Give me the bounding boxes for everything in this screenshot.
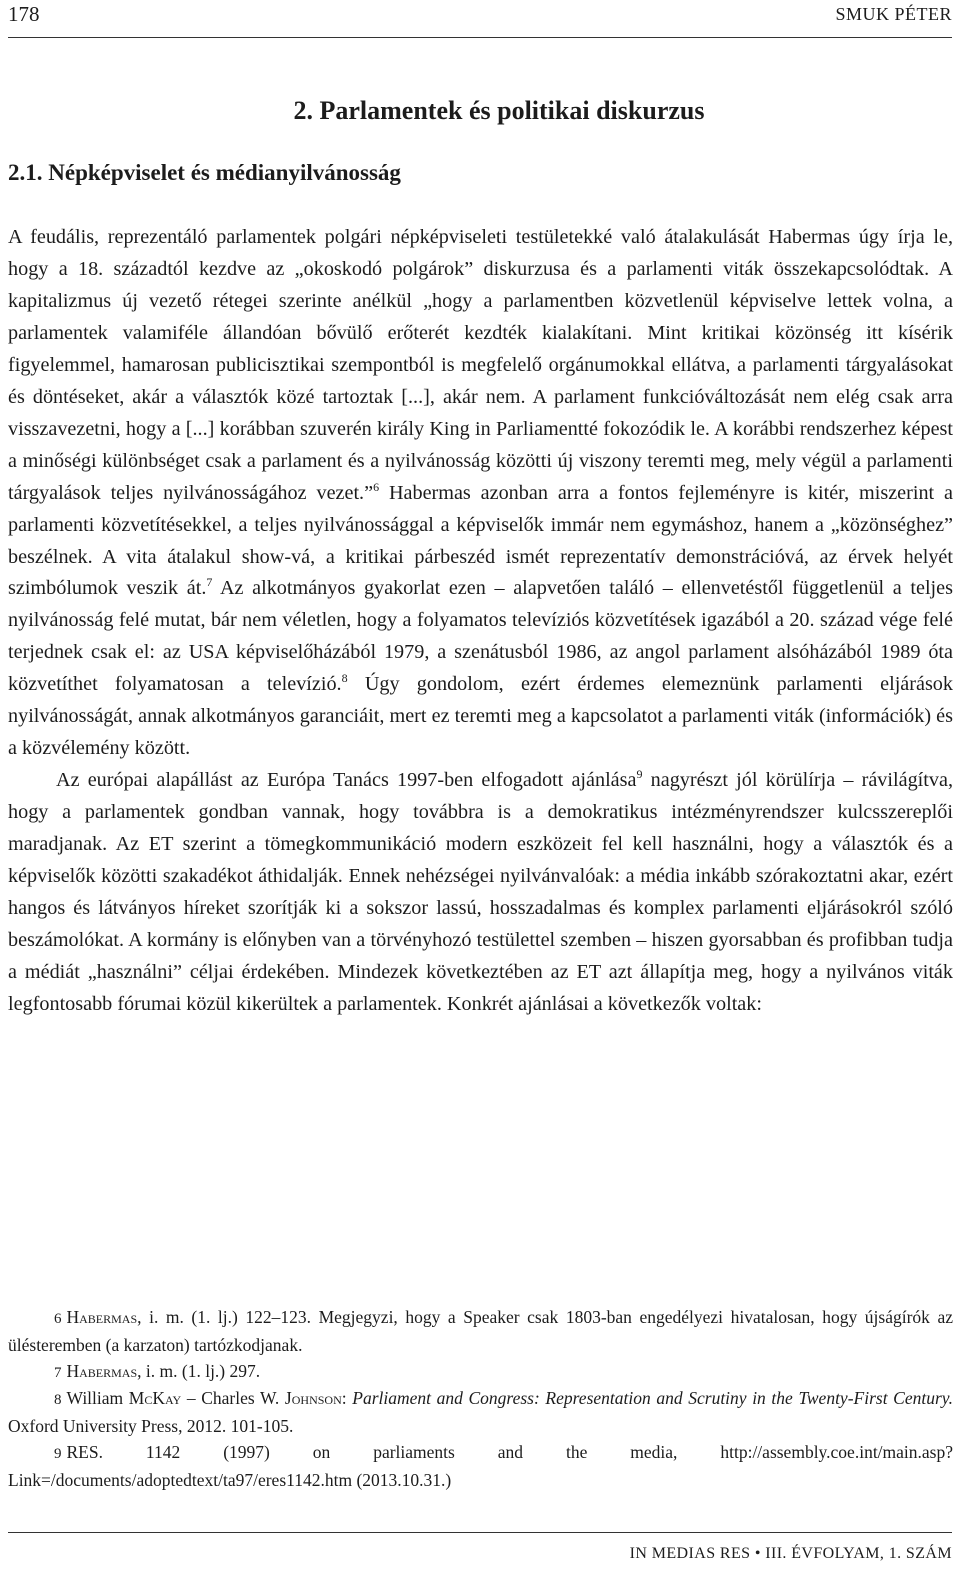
footnote-text: RES. 1142 (1997) on parliaments and the media, http://assembly.coe.int/main.asp?Link=/documents/adoptedtext/ta97/eres1142.htm (2013.10.31.)	[8, 1441, 953, 1490]
chapter-title: 2. Parlamentek és politikai diskurzus	[293, 96, 705, 125]
page-number: 178	[8, 2, 40, 26]
footnote-text: – Charles W.	[181, 1388, 285, 1409]
footnote-number: 7	[54, 1364, 62, 1381]
footnote-number: 6	[54, 1311, 62, 1327]
paragraph	[8, 765, 953, 1021]
book-title: Parliament and Congress: Representation and Scrutiny in the Twenty-First Century.	[352, 1388, 953, 1409]
footnote	[8, 1386, 953, 1440]
paragraph-text: Az alkotmányos gyakorlat ezen – alapvetően találó – ellenvetéstől függetlenül a teljes nyilvánosság felé mutat, bár nem véletlen, hogy a folyamatos televíziós közvetítések igazából a 20. század vége felé terjednek csak el: az USA képviselőházából 1979, a szenátusból 1986, az angol parlament alsóházából 1989 óta közvetíthet folyamatosan a televízió.	[8, 577, 953, 696]
footnote-ref: 9	[636, 767, 643, 782]
footnote-number: 8	[54, 1392, 62, 1409]
header-rule	[8, 37, 952, 38]
footnote-number: 9	[54, 1445, 62, 1462]
footnote-text: , i. m. (1. lj.) 297.	[137, 1360, 261, 1381]
journal-info: IN MEDIAS RES • III. ÉVFOLYAM, 1. SZÁM	[629, 1545, 952, 1562]
paragraph-text: A feudális, reprezentáló parlamentek polgári népképviseleti testületekké való átalakulását Habermas úgy írja le, hogy a 18. századtól kezdve az „okoskodó polgárok” diskurzusa és a parlamenti viták összekapcsolódtak. A kapitalizmus új vezető rétegei szerinte anélkül „hogy a parlamentben közvetlenül képviselve lettek volna, a parlamentek valamiféle állandóan bővülő erőterét kezdték kialakítani. Mint kritikai közönség itt kísérik figyelemmel, hamarosan publicisztikai szempontból is megfelelő orgánumokkal ellátva, a parlamenti tárgyalásokat és döntéseket, akár a választók közé tartoztak [...], akár nem. A parlament funkcióváltozását nem elég csak arra visszavezetni, hogy a [...] korábban szuverén király King in Parliamentté fokozódik le. A korábbi rendszerhez képest a minőségi különbséget csak a parlament és a nyilvánosság közötti új viszony teremti meg, mely végül a parlamenti tárgyalások teljes nyilvánosságához vezet.”	[8, 226, 953, 504]
section-title: 2.1. Népképviselet és médianyilvánosság	[8, 160, 401, 185]
author-name: McKay	[128, 1388, 182, 1409]
footnote-text: :	[341, 1388, 353, 1409]
footnote-ref: 7	[206, 575, 213, 590]
footnote	[8, 1359, 953, 1387]
running-head: SMUK PÉTER	[835, 4, 952, 24]
paragraph-text: Habermas azonban arra a fontos fejleményre is kitér, miszerint a parlamenti közvetítésekkel, a teljes nyilvánossággal a képviselők immár nem egymáshoz, hanem a „közönséghez” beszélnek. A vita átalakul show-vá, a kritikai párbeszéd ismét reprezentatív demonstrációvá, az érvek helyét szimbólumok veszik át.	[8, 481, 953, 600]
footer-rule	[8, 1532, 952, 1533]
body-text	[8, 222, 953, 1021]
paragraph-text: Az európai alapállást az Európa Tanács 1997-ben elfogadott ajánlása	[56, 769, 637, 792]
author-name: Habermas	[66, 1307, 138, 1327]
author-name: Habermas	[66, 1360, 138, 1381]
footnote-ref: 8	[341, 671, 348, 686]
paragraph-text: nagyrészt jól körülírja – rávilágítva, hogy a parlamentek gondban vannak, hogy továbbra is a demokratikus intézményrendszer kulcsszereplői maradjanak. Az ET szerint a tömegkommunikáció modern eszközeit fel kell használni, hogy a választók és a képviselők közötti szakadékot áthidalják. Ennek nehézségei nyilvánvalóak: a média inkább szórakoztatni akar, ezért hangos és látványos híreket szorítják ki a sokszor lassú, hosszadalmas és komplex parlamenti eljárásokról szóló beszámolókat. A kormány is előnyben van a törvényhozó testülettel szemben – hiszen gyorsabban és profibban tudja a médiát „használni” céljai érdekében. Mindezek következtében az ET azt állapítja meg, hogy a nyilvános viták legfontosabb fórumai közül kikerültek a parlamentek. Konkrét ajánlásai a következők voltak:	[8, 769, 953, 1015]
author-name: Johnson	[284, 1388, 342, 1409]
footnote-text: William	[66, 1388, 129, 1409]
footnotes	[8, 1305, 953, 1494]
paragraph	[8, 222, 953, 765]
paragraph-text: Úgy gondolom, ezért érdemes elemeznünk parlamenti eljárások nyilvánosságát, annak alkotmányos garanciáit, mert ez teremti meg a kapcsolatot a parlamenti viták (információk) és a közvélemény között.	[8, 673, 953, 760]
footnote-text: Oxford University Press, 2012. 101-105.	[8, 1416, 294, 1437]
footnote	[8, 1440, 953, 1494]
footnote-text: , i. m. (1. lj.) 122–123. Megjegyzi, hogy a Speaker csak 1803-ban engedélyezi hivatalosan, hogy újságírók az ülésteremben (a karzaton) tartózkodjanak.	[8, 1307, 953, 1355]
footnote-ref: 6	[373, 479, 380, 494]
footnote	[8, 1305, 953, 1359]
